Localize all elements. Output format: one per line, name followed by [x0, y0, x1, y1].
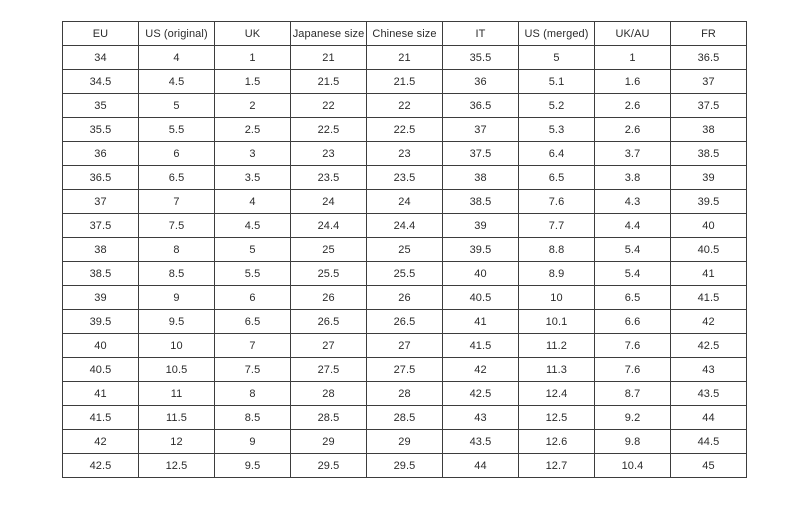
- table-cell: 5.1: [519, 70, 595, 94]
- column-header: US (original): [139, 22, 215, 46]
- table-row: [63, 358, 747, 382]
- column-header: FR: [671, 22, 747, 46]
- table-cell: 39.5: [63, 310, 139, 334]
- table-cell: 4.3: [595, 190, 671, 214]
- table-cell: 12.5: [519, 406, 595, 430]
- table-cell: 21: [367, 46, 443, 70]
- table-cell: 28: [367, 382, 443, 406]
- table-cell: 5.5: [139, 118, 215, 142]
- table-row: [63, 286, 747, 310]
- table-cell: 3.8: [595, 166, 671, 190]
- table-cell: 11: [139, 382, 215, 406]
- table-cell: 41.5: [671, 286, 747, 310]
- table-cell: 9: [139, 286, 215, 310]
- table-cell: 27.5: [367, 358, 443, 382]
- table-cell: 9.2: [595, 406, 671, 430]
- table-cell: 5: [519, 46, 595, 70]
- table-cell: 40.5: [671, 238, 747, 262]
- table-cell: 10: [139, 334, 215, 358]
- table-cell: 8: [215, 382, 291, 406]
- table-cell: 4.5: [215, 214, 291, 238]
- table-cell: 27: [367, 334, 443, 358]
- table-cell: 29: [291, 430, 367, 454]
- table-cell: 42.5: [671, 334, 747, 358]
- table-cell: 1: [215, 46, 291, 70]
- table-cell: 5.4: [595, 238, 671, 262]
- table-cell: 10: [519, 286, 595, 310]
- table-cell: 8: [139, 238, 215, 262]
- table-cell: 10.1: [519, 310, 595, 334]
- table-cell: 35.5: [63, 118, 139, 142]
- table-cell: 41.5: [63, 406, 139, 430]
- table-cell: 40: [63, 334, 139, 358]
- table-cell: 36.5: [63, 166, 139, 190]
- table-cell: 2: [215, 94, 291, 118]
- table-cell: 5: [139, 94, 215, 118]
- table-cell: 24: [291, 190, 367, 214]
- table-cell: 11.2: [519, 334, 595, 358]
- table-cell: 29.5: [367, 454, 443, 478]
- table-cell: 43.5: [443, 430, 519, 454]
- table-row: [63, 454, 747, 478]
- table-row: [63, 214, 747, 238]
- table-cell: 43.5: [671, 382, 747, 406]
- table-cell: 36.5: [443, 94, 519, 118]
- column-header: UK: [215, 22, 291, 46]
- table-cell: 26.5: [367, 310, 443, 334]
- table-cell: 12.6: [519, 430, 595, 454]
- column-header: US (merged): [519, 22, 595, 46]
- table-row: [63, 94, 747, 118]
- header-row: [63, 22, 747, 46]
- table-cell: 38: [671, 118, 747, 142]
- table-cell: 29.5: [291, 454, 367, 478]
- table-cell: 2.6: [595, 94, 671, 118]
- table-cell: 43: [443, 406, 519, 430]
- table-cell: 45: [671, 454, 747, 478]
- table-cell: 1.6: [595, 70, 671, 94]
- table-cell: 34.5: [63, 70, 139, 94]
- table-cell: 43: [671, 358, 747, 382]
- table-cell: 36: [443, 70, 519, 94]
- table-cell: 8.5: [215, 406, 291, 430]
- table-cell: 5.2: [519, 94, 595, 118]
- column-header: UK/AU: [595, 22, 671, 46]
- table-cell: 38.5: [443, 190, 519, 214]
- table-cell: 41: [63, 382, 139, 406]
- table-cell: 7.7: [519, 214, 595, 238]
- table-cell: 23: [367, 142, 443, 166]
- table-container: [62, 21, 747, 478]
- table-row: [63, 406, 747, 430]
- table-cell: 40.5: [63, 358, 139, 382]
- table-cell: 21.5: [367, 70, 443, 94]
- table-row: [63, 310, 747, 334]
- table-cell: 42: [671, 310, 747, 334]
- table-cell: 37: [63, 190, 139, 214]
- table-cell: 6: [139, 142, 215, 166]
- table-cell: 7.6: [595, 358, 671, 382]
- table-cell: 9: [215, 430, 291, 454]
- table-cell: 6.4: [519, 142, 595, 166]
- table-row: [63, 430, 747, 454]
- table-cell: 1: [595, 46, 671, 70]
- table-cell: 8.8: [519, 238, 595, 262]
- table-cell: 6.5: [139, 166, 215, 190]
- table-cell: 7.6: [519, 190, 595, 214]
- table-cell: 7: [215, 334, 291, 358]
- table-cell: 42: [443, 358, 519, 382]
- table-cell: 25.5: [367, 262, 443, 286]
- table-cell: 22: [367, 94, 443, 118]
- table-cell: 5.5: [215, 262, 291, 286]
- table-cell: 9.8: [595, 430, 671, 454]
- table-cell: 11.5: [139, 406, 215, 430]
- table-cell: 37: [443, 118, 519, 142]
- table-cell: 37.5: [63, 214, 139, 238]
- table-cell: 1.5: [215, 70, 291, 94]
- table-cell: 12.7: [519, 454, 595, 478]
- table-cell: 21: [291, 46, 367, 70]
- table-cell: 35: [63, 94, 139, 118]
- table-cell: 44: [671, 406, 747, 430]
- table-cell: 7.5: [215, 358, 291, 382]
- table-cell: 28.5: [367, 406, 443, 430]
- table-cell: 6.6: [595, 310, 671, 334]
- table-cell: 6: [215, 286, 291, 310]
- table-cell: 28.5: [291, 406, 367, 430]
- table-cell: 7: [139, 190, 215, 214]
- table-cell: 37: [671, 70, 747, 94]
- table-cell: 23: [291, 142, 367, 166]
- table-cell: 38: [63, 238, 139, 262]
- table-cell: 44: [443, 454, 519, 478]
- column-header: IT: [443, 22, 519, 46]
- table-cell: 27.5: [291, 358, 367, 382]
- table-cell: 4: [215, 190, 291, 214]
- table-cell: 42.5: [443, 382, 519, 406]
- table-cell: 42.5: [63, 454, 139, 478]
- table-cell: 24: [367, 190, 443, 214]
- table-cell: 21.5: [291, 70, 367, 94]
- shoe-size-conversion-table: [62, 21, 747, 478]
- table-cell: 4.4: [595, 214, 671, 238]
- table-cell: 42: [63, 430, 139, 454]
- table-cell: 2.6: [595, 118, 671, 142]
- table-cell: 5.3: [519, 118, 595, 142]
- table-cell: 34: [63, 46, 139, 70]
- table-cell: 37.5: [671, 94, 747, 118]
- table-cell: 41.5: [443, 334, 519, 358]
- table-cell: 22.5: [291, 118, 367, 142]
- table-cell: 6.5: [519, 166, 595, 190]
- table-cell: 29: [367, 430, 443, 454]
- table-cell: 9.5: [215, 454, 291, 478]
- table-cell: 4.5: [139, 70, 215, 94]
- table-cell: 22.5: [367, 118, 443, 142]
- table-cell: 26: [291, 286, 367, 310]
- table-row: [63, 190, 747, 214]
- table-cell: 12: [139, 430, 215, 454]
- table-cell: 22: [291, 94, 367, 118]
- table-row: [63, 70, 747, 94]
- table-cell: 24.4: [291, 214, 367, 238]
- table-cell: 6.5: [215, 310, 291, 334]
- table-cell: 26.5: [291, 310, 367, 334]
- table-cell: 10.5: [139, 358, 215, 382]
- table-cell: 40.5: [443, 286, 519, 310]
- table-cell: 28: [291, 382, 367, 406]
- table-cell: 3.5: [215, 166, 291, 190]
- table-cell: 8.9: [519, 262, 595, 286]
- table-row: [63, 118, 747, 142]
- table-row: [63, 166, 747, 190]
- table-cell: 4: [139, 46, 215, 70]
- table-cell: 10.4: [595, 454, 671, 478]
- table-cell: 11.3: [519, 358, 595, 382]
- table-cell: 3.7: [595, 142, 671, 166]
- table-row: [63, 262, 747, 286]
- table-body: [63, 46, 747, 478]
- table-cell: 7.6: [595, 334, 671, 358]
- table-cell: 39: [63, 286, 139, 310]
- table-cell: 9.5: [139, 310, 215, 334]
- table-header: [63, 22, 747, 46]
- table-cell: 8.5: [139, 262, 215, 286]
- table-row: [63, 238, 747, 262]
- table-cell: 36.5: [671, 46, 747, 70]
- table-cell: 37.5: [443, 142, 519, 166]
- table-cell: 35.5: [443, 46, 519, 70]
- table-cell: 5: [215, 238, 291, 262]
- table-cell: 41: [671, 262, 747, 286]
- table-cell: 23.5: [367, 166, 443, 190]
- table-cell: 39: [671, 166, 747, 190]
- table-cell: 5.4: [595, 262, 671, 286]
- table-cell: 8.7: [595, 382, 671, 406]
- table-row: [63, 46, 747, 70]
- table-cell: 41: [443, 310, 519, 334]
- column-header: EU: [63, 22, 139, 46]
- table-row: [63, 142, 747, 166]
- table-cell: 12.4: [519, 382, 595, 406]
- table-cell: 39.5: [443, 238, 519, 262]
- table-cell: 23.5: [291, 166, 367, 190]
- table-cell: 3: [215, 142, 291, 166]
- table-cell: 12.5: [139, 454, 215, 478]
- table-cell: 44.5: [671, 430, 747, 454]
- table-cell: 24.4: [367, 214, 443, 238]
- column-header: Chinese size: [367, 22, 443, 46]
- table-cell: 39: [443, 214, 519, 238]
- table-cell: 38: [443, 166, 519, 190]
- table-cell: 38.5: [671, 142, 747, 166]
- table-cell: 25.5: [291, 262, 367, 286]
- table-row: [63, 334, 747, 358]
- table-cell: 2.5: [215, 118, 291, 142]
- table-row: [63, 382, 747, 406]
- table-cell: 36: [63, 142, 139, 166]
- table-cell: 40: [443, 262, 519, 286]
- table-cell: 6.5: [595, 286, 671, 310]
- table-cell: 26: [367, 286, 443, 310]
- table-cell: 25: [367, 238, 443, 262]
- table-cell: 7.5: [139, 214, 215, 238]
- table-cell: 27: [291, 334, 367, 358]
- table-cell: 25: [291, 238, 367, 262]
- table-cell: 40: [671, 214, 747, 238]
- table-cell: 38.5: [63, 262, 139, 286]
- table-cell: 39.5: [671, 190, 747, 214]
- column-header: Japanese size: [291, 22, 367, 46]
